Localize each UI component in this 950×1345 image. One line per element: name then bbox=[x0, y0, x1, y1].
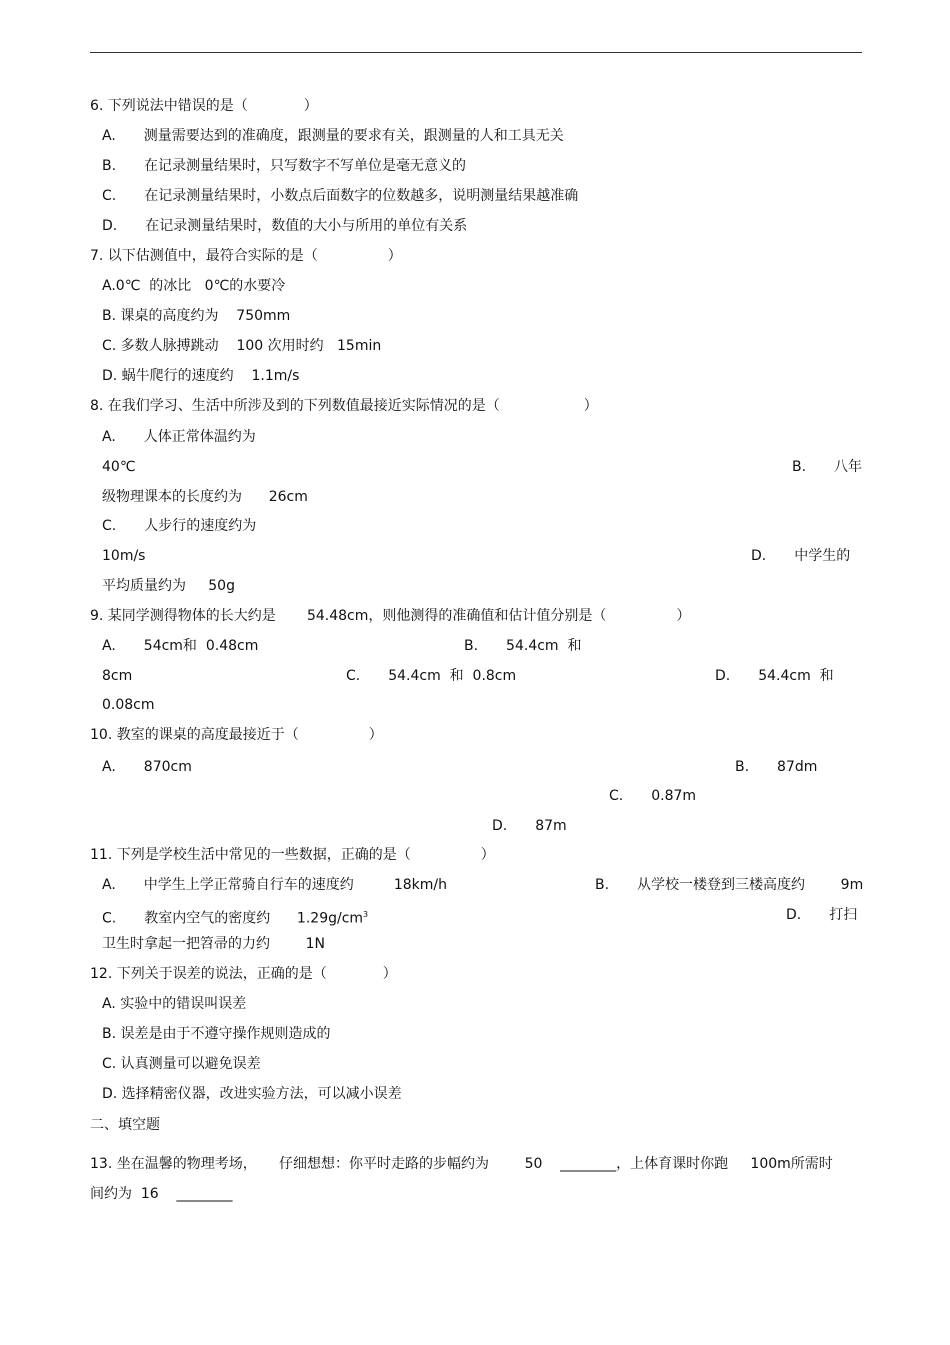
q8-stem: 8. 在我们学习、生活中所涉及到的下列数值最接近实际情况的是（ ） bbox=[90, 398, 598, 414]
q11-option-c-text: C. 教室内空气的密度约 1.29g/cm bbox=[102, 910, 364, 927]
q11-option-c bbox=[102, 905, 368, 929]
q9-option-d: D. 54.4cm 和 bbox=[715, 668, 834, 684]
q7-stem: 7. 以下估测值中，最符合实际的是（ ） bbox=[90, 248, 402, 264]
q10-option-d: D. 87m bbox=[492, 818, 567, 834]
q8-option-c-value: 10m/s bbox=[102, 548, 146, 564]
section-title-fill-in: 二、填空题 bbox=[90, 1117, 160, 1133]
q9-option-a: A. 54cm和 0.48cm bbox=[102, 638, 259, 654]
q10-option-a: A. 870cm bbox=[102, 759, 192, 775]
q12-option-d: D. 选择精密仪器，改进实验方法，可以减小误差 bbox=[102, 1086, 402, 1102]
q13-line2: 间约为 16 ________ bbox=[90, 1186, 233, 1202]
q6-option-d: D. 在记录测量结果时，数值的大小与所用的单位有关系 bbox=[102, 218, 468, 234]
q9-option-c: C. 54.4cm 和 0.8cm bbox=[346, 668, 517, 684]
q6-option-b: B. 在记录测量结果时，只写数字不写单位是毫无意义的 bbox=[102, 158, 467, 174]
header-rule bbox=[90, 52, 862, 53]
q10-option-c: C. 0.87m bbox=[609, 788, 697, 804]
q11-option-a: A. 中学生上学正常骑自行车的速度约 18km/h bbox=[102, 877, 447, 893]
q7-option-c: C. 多数人脉搏跳动 100 次用时约 15min bbox=[102, 338, 382, 354]
q7-option-d: D. 蜗牛爬行的速度约 1.1m/s bbox=[102, 368, 300, 384]
q12-option-a: A. 实验中的错误叫误差 bbox=[102, 996, 247, 1012]
q9-option-d-cont: 0.08cm bbox=[102, 697, 155, 713]
q11-option-c-superscript: 3 bbox=[363, 910, 369, 919]
q6-option-a: A. 测量需要达到的准确度，跟测量的要求有关，跟测量的人和工具无关 bbox=[102, 128, 564, 144]
q11-option-b: B. 从学校一楼登到三楼高度约 9m bbox=[595, 877, 864, 893]
q7-option-b: B. 课桌的高度约为 750mm bbox=[102, 308, 291, 324]
q9-option-b: B. 54.4cm 和 bbox=[464, 638, 582, 654]
q8-option-d-cont: 平均质量约为 50g bbox=[102, 578, 235, 594]
q8-option-c: C. 人步行的速度约为 bbox=[102, 518, 257, 534]
q11-option-d: D. 打扫 bbox=[786, 907, 858, 923]
q6-stem: 6. 下列说法中错误的是（ ） bbox=[90, 98, 318, 114]
q12-stem: 12. 下列关于误差的说法，正确的是（ ） bbox=[90, 966, 397, 982]
q7-option-a: A.0℃ 的冰比 0℃的水要冷 bbox=[102, 278, 286, 294]
q8-option-a: A. 人体正常体温约为 bbox=[102, 429, 256, 445]
q9-stem: 9. 某同学测得物体的长大约是 54.48cm，则他测得的准确值和估计值分别是（ ） bbox=[90, 608, 691, 624]
q12-option-c: C. 认真测量可以避免误差 bbox=[102, 1056, 261, 1072]
q13-line1: 13. 坐在温馨的物理考场， 仔细想想：你平时走路的步幅约为 50 ________，上体育课时你跑 100m所需时 bbox=[90, 1156, 833, 1172]
q11-option-d-cont: 卫生时拿起一把笤帚的力约 1N bbox=[102, 936, 325, 952]
q9-option-b-cont: 8cm bbox=[102, 668, 133, 684]
q10-stem: 10. 教室的课桌的高度最接近于（ ） bbox=[90, 727, 383, 743]
q8-option-b: B. 八年 bbox=[792, 459, 863, 475]
q8-option-a-value: 40℃ bbox=[102, 459, 136, 475]
q12-option-b: B. 误差是由于不遵守操作规则造成的 bbox=[102, 1026, 331, 1042]
q10-option-b: B. 87dm bbox=[735, 759, 818, 775]
q11-stem: 11. 下列是学校生活中常见的一些数据，正确的是（ ） bbox=[90, 847, 495, 863]
q6-option-c: C. 在记录测量结果时，小数点后面数字的位数越多，说明测量结果越准确 bbox=[102, 188, 579, 204]
q8-option-d: D. 中学生的 bbox=[751, 548, 851, 564]
q8-option-b-cont: 级物理课本的长度约为 26cm bbox=[102, 489, 308, 505]
